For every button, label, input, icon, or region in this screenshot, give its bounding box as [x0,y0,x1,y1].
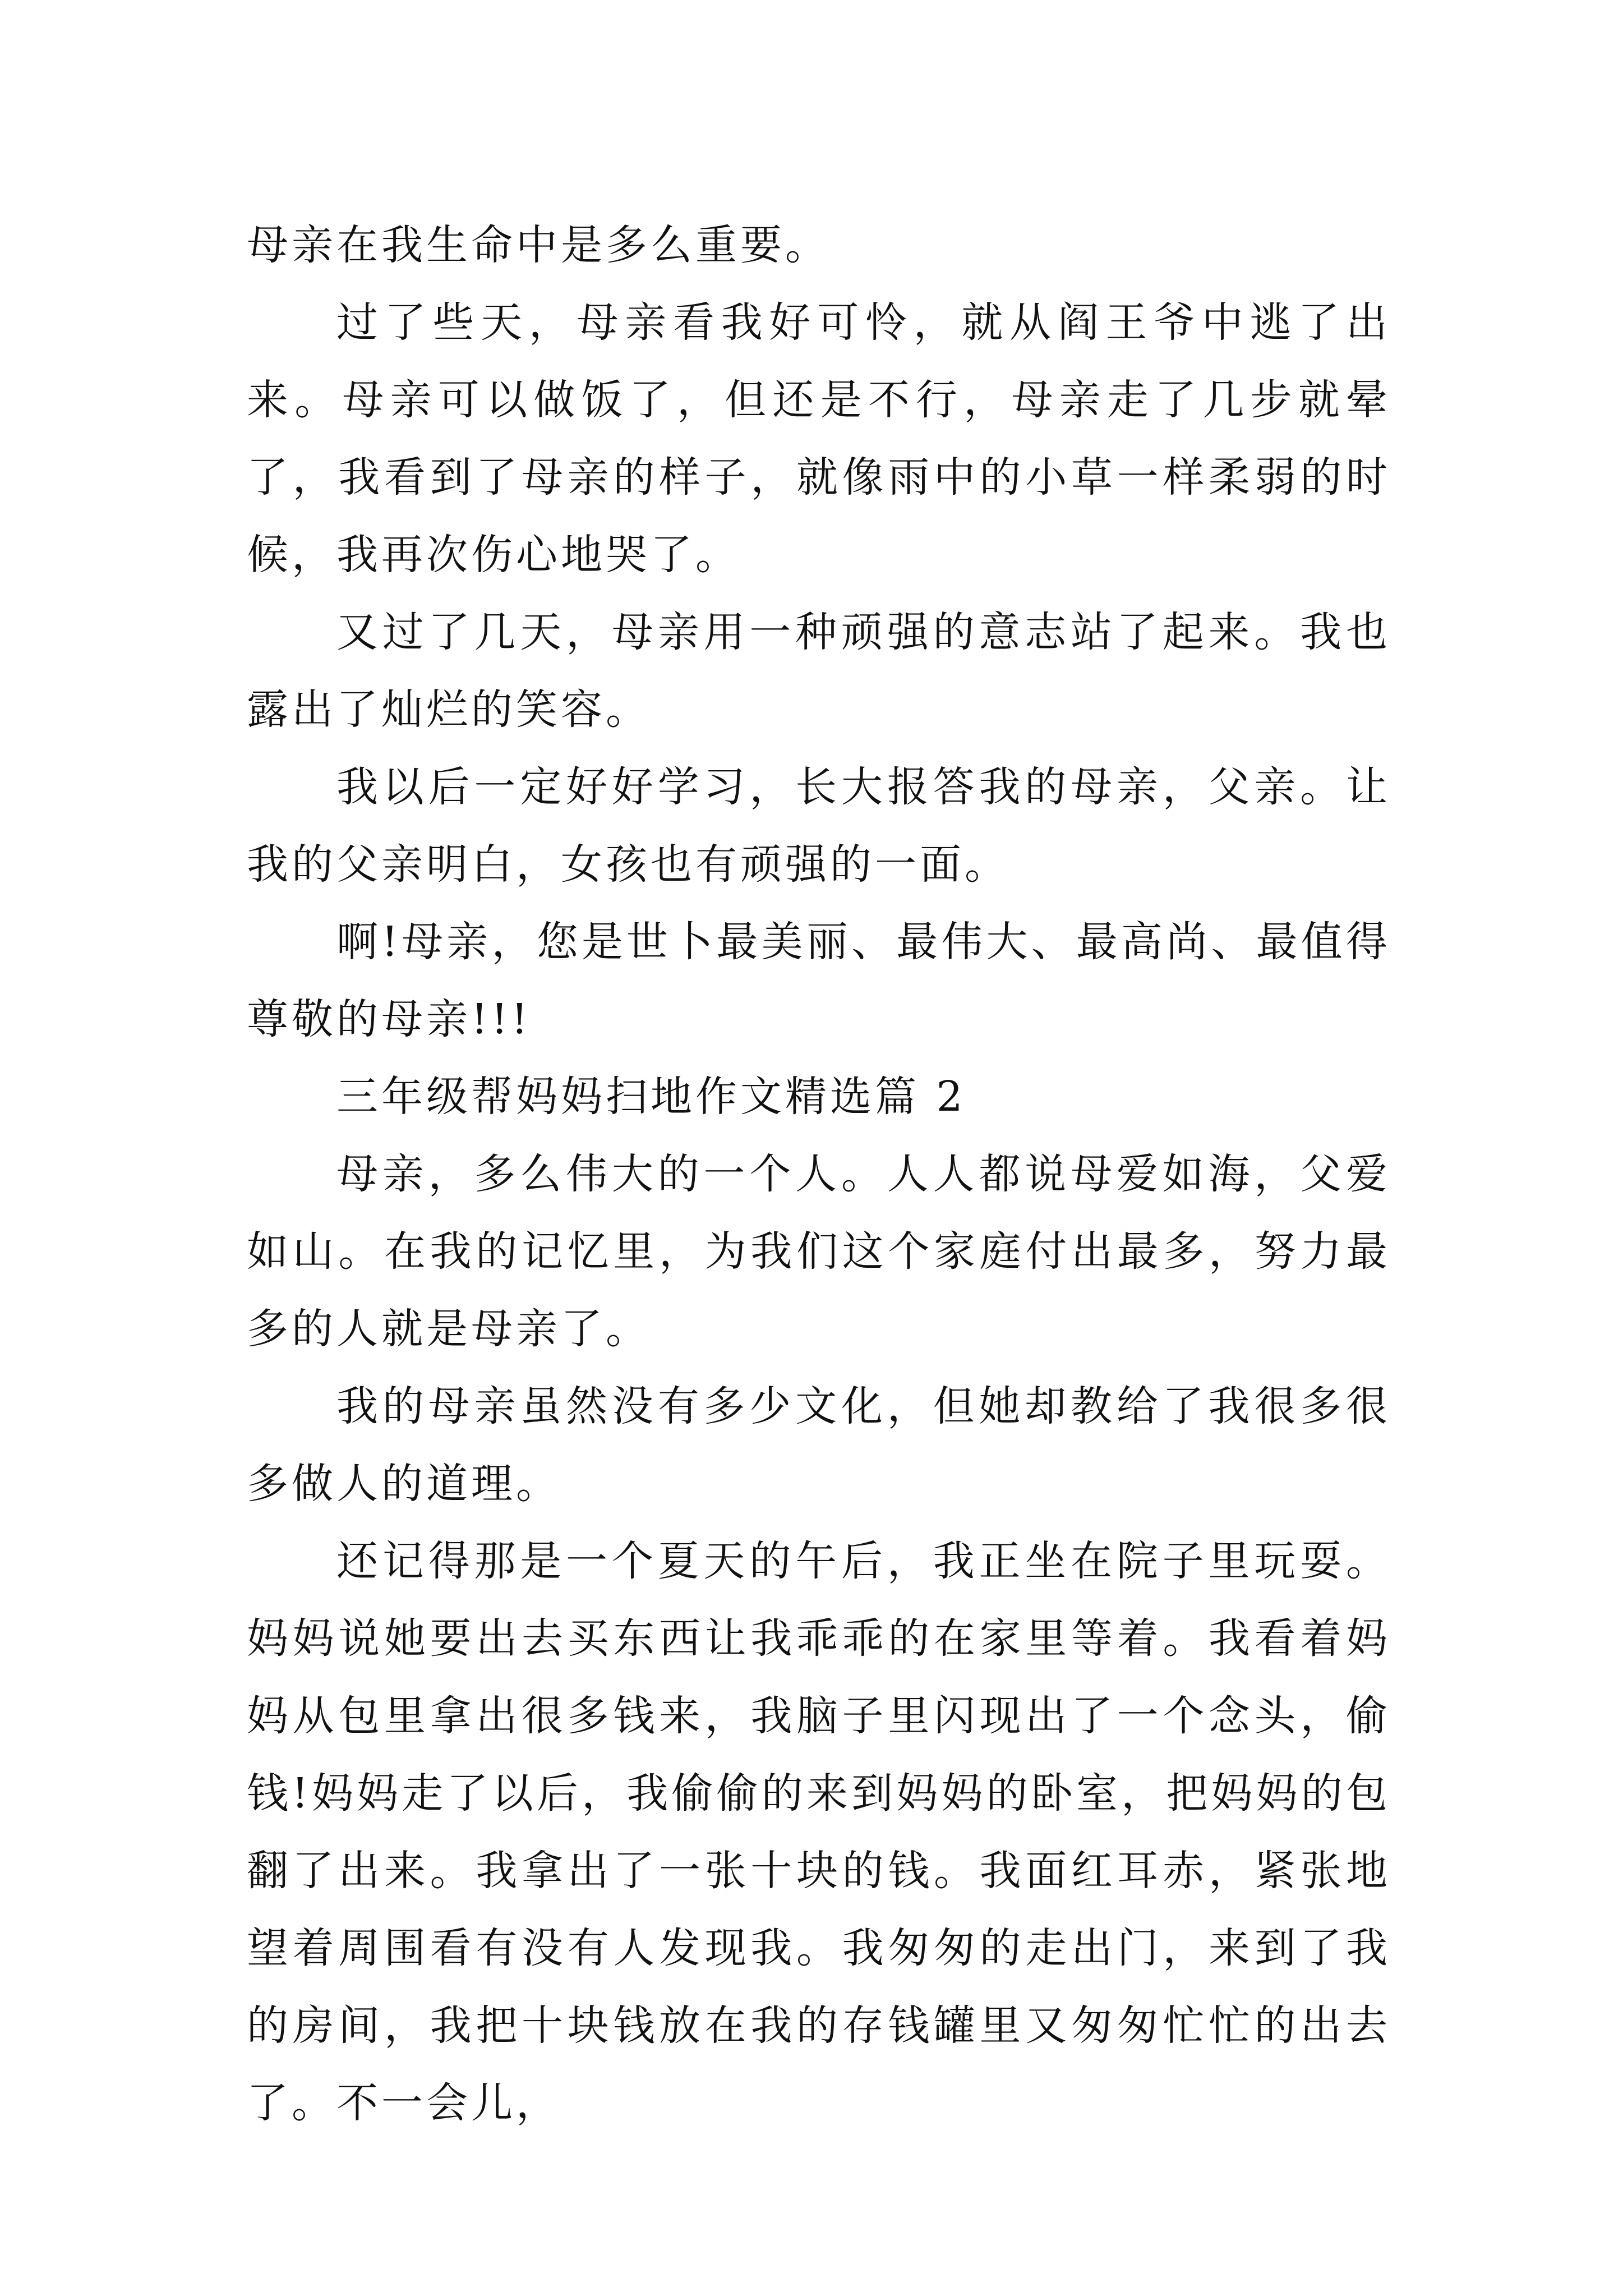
section-heading: 三年级帮妈妈扫地作文精选篇 2 [336,1073,966,1121]
paragraph: 我的母亲虽然没有多少文化，但她却教给了我很多很多做人的道理。 [247,1382,1391,1508]
paragraph: 啊!母亲，您是世卜最美丽、最伟大、最高尚、最值得尊敬的母亲!!! [247,918,1391,1043]
paragraph-continuation: 母亲在我生命中是多么重要。 [247,221,830,269]
paragraph: 还记得那是一个夏天的午后，我正坐在院子里玩耍。妈妈说她要出去买东西让我乖乖的在家里等着。我看着妈妈从包里拿出很多钱来，我脑子里闪现出了一个念头，偷钱!妈妈走了以后，我偷偷的来到妈妈的卧室，把妈妈的包翻了出来。我拿出了一张十块的钱。我面红耳赤，紧张地望着周围看有没有人发现我。我匆匆的走出门，来到了我的房间，我把十块钱放在我的存钱罐里又匆匆忙忙的出去了。不一会儿， [247,1537,1391,2127]
document-body [247,206,1391,2142]
paragraph: 我以后一定好好学习，长大报答我的母亲，父亲。让我的父亲明白，女孩也有顽强的一面。 [247,763,1391,889]
paragraph: 又过了几天，母亲用一种顽强的意志站了起来。我也露出了灿烂的笑容。 [247,608,1391,734]
paragraph: 母亲，多么伟大的一个人。人人都说母爱如海，父爱如山。在我的记忆里，为我们这个家庭付出最多，努力最多的人就是母亲了。 [247,1150,1391,1353]
paragraph: 过了些天，母亲看我好可怜，就从阎王爷中逃了出来。母亲可以做饭了，但还是不行，母亲走了几步就晕了，我看到了母亲的样子，就像雨中的小草一样柔弱的时候，我再次伤心地哭了。 [247,298,1391,579]
